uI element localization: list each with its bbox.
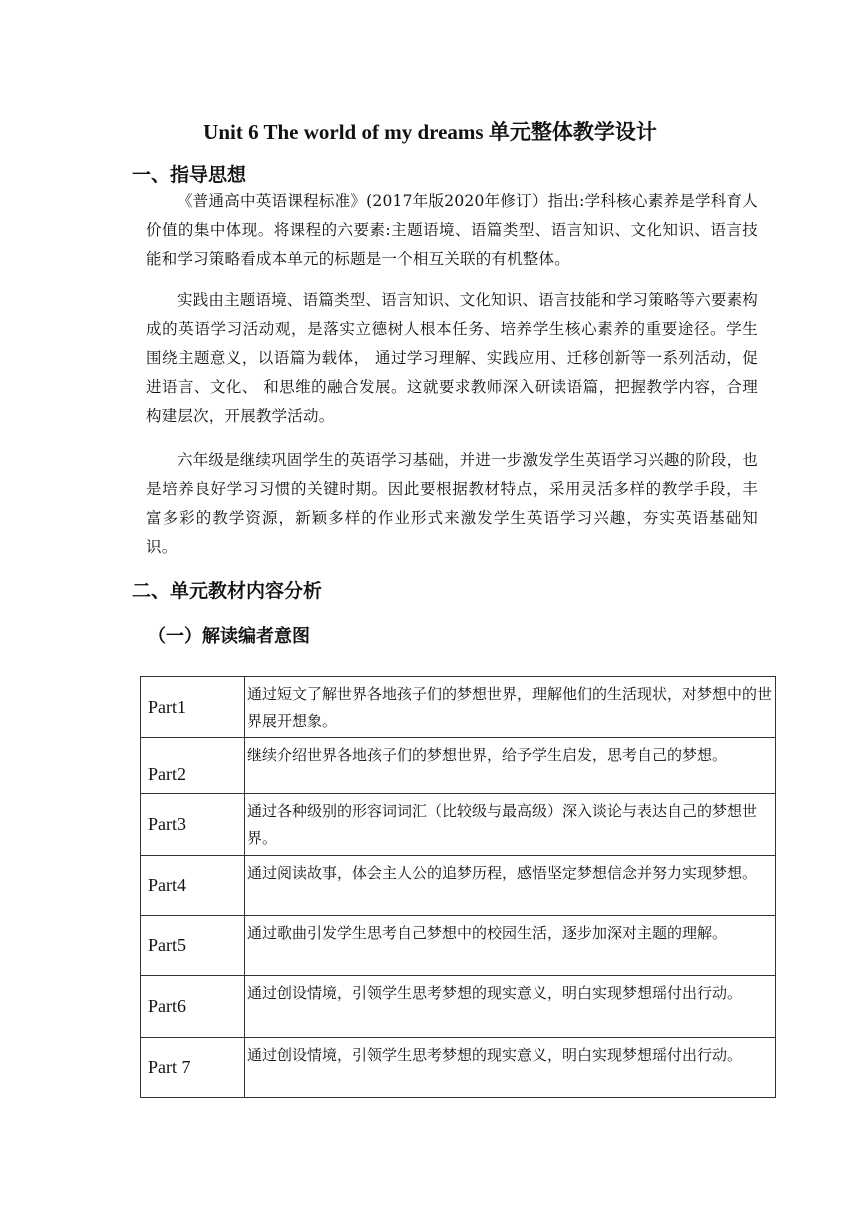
paragraph-3: 六年级是继续巩固学生的英语学习基础，并进一步激发学生英语学习兴趣的阶段，也是培养良好学习习惯的关键时期。因此要根据教材特点，采用灵活多样的教学手段，丰富多彩的教学资源，新颖多样的作业形式来激发学生英语学习兴趣，夯实英语基础知识。 xyxy=(146,451,758,556)
part-name: Part1 xyxy=(141,677,245,738)
table-row xyxy=(141,677,776,738)
part-description: 通过阅读故事，体会主人公的追梦历程，感悟坚定梦想信念并努力实现梦想。 xyxy=(245,856,776,916)
table-row xyxy=(141,738,776,794)
part-name: Part2 xyxy=(141,738,245,794)
table-row xyxy=(141,856,776,916)
part-description: 通过歌曲引发学生思考自己梦想中的校园生活，逐步加深对主题的理解。 xyxy=(245,916,776,976)
part-description: 通过各种级别的形容词词汇（比较级与最高级）深入谈论与表达自己的梦想世界。 xyxy=(245,794,776,856)
section-heading-guiding-ideas: 一、指导思想 xyxy=(132,164,247,186)
table-row xyxy=(141,1038,776,1098)
part-name: Part4 xyxy=(141,856,245,916)
document-title: Unit 6 The world of my dreams 单元整体教学设计 xyxy=(203,120,657,144)
paragraph-2: 实践由主题语境、语篇类型、语言知识、文化知识、语言技能和学习策略等六要素构成的英语学习活动观，是落实立德树人根本任务、培养学生核心素养的重要途径。学生围绕主题意义，以语篇为载体， 通过学习理解、实践应用、迁移创新等一系列活动，促进语言、文化、 和思维的融合发展。这就要求教师深入研读语篇，把握教学内容，合理构建层次，开展教学活动。 xyxy=(146,291,758,425)
part-name: Part3 xyxy=(141,794,245,856)
section-heading-content-analysis: 二、单元教材内容分析 xyxy=(132,580,323,602)
table-row xyxy=(141,976,776,1038)
part-description: 通过短文了解世界各地孩子们的梦想世界，理解他们的生活现状，对梦想中的世界展开想象。 xyxy=(245,677,776,738)
part-description: 通过创设情境，引领学生思考梦想的现实意义，明白实现梦想瑶付出行动。 xyxy=(245,976,776,1038)
subsection-heading-editor-intent: （一）解读编者意图 xyxy=(148,626,310,647)
part-description: 通过创设情境，引领学生思考梦想的现实意义，明白实现梦想瑶付出行动。 xyxy=(245,1038,776,1098)
paragraph-1: 《普通高中英语课程标准》(2017年版2020年修订）指出:学科核心素养是学科育人价值的集中体现。将课程的六要素:主题语境、语篇类型、语言知识、文化知识、语言技能和学习策略看成本单元的标题是一个相互关联的有机整体。 xyxy=(146,192,758,268)
part-name: Part 7 xyxy=(141,1038,245,1098)
table-row xyxy=(141,916,776,976)
part-name: Part6 xyxy=(141,976,245,1038)
part-name: Part5 xyxy=(141,916,245,976)
parts-table xyxy=(140,676,776,1098)
table-row xyxy=(141,794,776,856)
part-description: 继续介绍世界各地孩子们的梦想世界，给予学生启发，思考自己的梦想。 xyxy=(245,738,776,794)
